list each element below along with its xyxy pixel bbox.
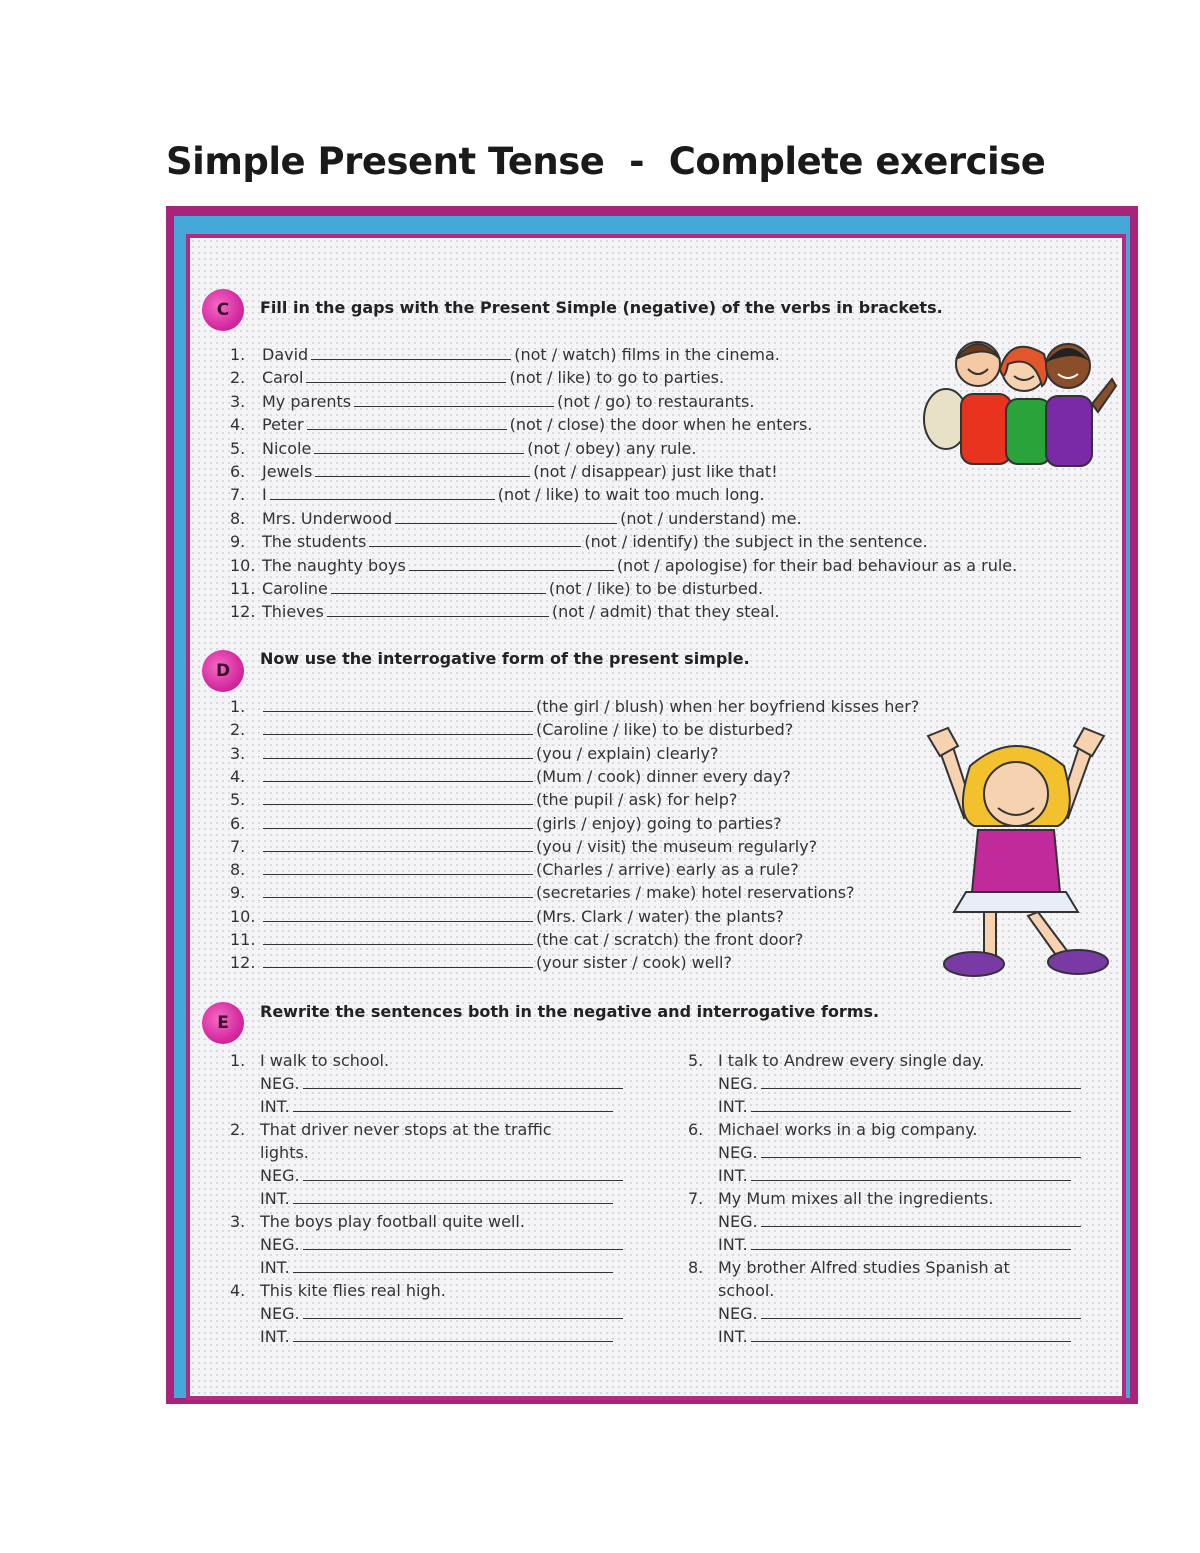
section-d-item bbox=[230, 906, 784, 928]
answer-blank[interactable] bbox=[761, 1142, 1081, 1158]
item-number: 3. bbox=[230, 743, 246, 763]
item-body bbox=[260, 907, 784, 926]
answer-blank[interactable] bbox=[263, 696, 533, 712]
item-body bbox=[262, 368, 724, 387]
answer-blank[interactable] bbox=[761, 1073, 1081, 1089]
item-prompt: (Mrs. Clark / water) the plants? bbox=[536, 906, 784, 926]
int-row bbox=[718, 1165, 1074, 1187]
answer-blank[interactable] bbox=[331, 578, 546, 594]
answer-blank[interactable] bbox=[293, 1257, 613, 1273]
int-label: INT. bbox=[260, 1097, 290, 1116]
item-number: 3. bbox=[230, 1212, 246, 1231]
section-d-item bbox=[230, 929, 803, 951]
item-prompt: (Mum / cook) dinner every day? bbox=[536, 766, 791, 786]
item-prompt: (the girl / blush) when her boyfriend kisses her? bbox=[536, 697, 920, 716]
item-number: 2. bbox=[230, 1120, 246, 1139]
item-number: 10. bbox=[230, 555, 256, 575]
item-number: 9. bbox=[230, 532, 246, 552]
item-body bbox=[262, 556, 1017, 575]
int-row bbox=[718, 1096, 1074, 1118]
item-prompt: (not / admit) that they steal. bbox=[551, 602, 780, 622]
answer-blank[interactable] bbox=[263, 882, 533, 898]
item-number: 5. bbox=[688, 1051, 704, 1070]
answer-blank[interactable] bbox=[395, 508, 617, 524]
section-d-item bbox=[230, 882, 855, 904]
section-c-item bbox=[230, 414, 812, 436]
section-d-instruction: Now use the interrogative form of the present simple. bbox=[260, 649, 750, 668]
sentence-text: That driver never stops at the traffic bbox=[260, 1120, 552, 1139]
int-label: INT. bbox=[718, 1235, 748, 1254]
section-c-item bbox=[230, 531, 928, 553]
item-number: 3. bbox=[230, 391, 246, 411]
answer-blank[interactable] bbox=[761, 1303, 1081, 1319]
neg-row bbox=[718, 1211, 1084, 1233]
item-number: 4. bbox=[230, 415, 246, 435]
sentence-text: The boys play football quite well. bbox=[260, 1212, 525, 1231]
item-number: 11. bbox=[230, 930, 256, 949]
section-d-item bbox=[230, 859, 799, 881]
answer-blank[interactable] bbox=[307, 414, 507, 430]
answer-blank[interactable] bbox=[303, 1303, 623, 1319]
answer-blank[interactable] bbox=[315, 461, 530, 477]
item-body bbox=[262, 602, 780, 621]
neg-label: NEG. bbox=[718, 1074, 758, 1093]
item-number: 9. bbox=[230, 883, 246, 903]
int-label: INT. bbox=[718, 1166, 748, 1185]
answer-blank[interactable] bbox=[751, 1234, 1071, 1250]
kids-group-illustration bbox=[916, 324, 1122, 474]
answer-blank[interactable] bbox=[751, 1326, 1071, 1342]
section-c-item bbox=[230, 438, 696, 460]
item-body bbox=[262, 485, 765, 504]
answer-blank[interactable] bbox=[263, 719, 533, 735]
section-e-instruction: Rewrite the sentences both in the negative and interrogative forms. bbox=[260, 1002, 880, 1021]
section-d-item bbox=[230, 719, 793, 741]
item-body bbox=[260, 767, 791, 786]
item-subject: Peter bbox=[262, 415, 304, 435]
item-body bbox=[262, 509, 802, 528]
item-number: 6. bbox=[230, 813, 246, 833]
answer-blank[interactable] bbox=[369, 531, 581, 547]
item-subject: Carol bbox=[262, 368, 304, 388]
int-label: INT. bbox=[260, 1258, 290, 1277]
item-prompt: (the cat / scratch) the front door? bbox=[536, 930, 804, 949]
item-prompt: (not / close) the door when he enters. bbox=[509, 415, 813, 435]
item-number: 6. bbox=[688, 1120, 704, 1139]
answer-blank[interactable] bbox=[293, 1096, 613, 1112]
neg-row bbox=[260, 1234, 626, 1256]
answer-blank[interactable] bbox=[263, 766, 533, 782]
int-label: INT. bbox=[718, 1097, 748, 1116]
section-c-item bbox=[230, 391, 754, 413]
answer-blank[interactable] bbox=[761, 1211, 1081, 1227]
section-d-item bbox=[230, 743, 718, 765]
item-subject: Caroline bbox=[262, 579, 328, 598]
item-body bbox=[260, 814, 782, 833]
item-number: 7. bbox=[230, 485, 246, 505]
item-subject: David bbox=[262, 345, 309, 364]
item-subject: The students bbox=[262, 532, 367, 552]
answer-blank[interactable] bbox=[314, 438, 524, 454]
item-number: 5. bbox=[230, 438, 246, 458]
item-number: 4. bbox=[230, 766, 246, 786]
item-body bbox=[262, 415, 812, 434]
answer-blank[interactable] bbox=[263, 952, 533, 968]
int-label: INT. bbox=[260, 1189, 290, 1208]
item-subject: Mrs. Underwood bbox=[262, 508, 393, 528]
sentence-text: school. bbox=[718, 1281, 775, 1300]
int-row bbox=[260, 1188, 616, 1210]
item-prompt: (you / visit) the museum regularly? bbox=[536, 836, 818, 856]
answer-blank[interactable] bbox=[293, 1188, 613, 1204]
item-prompt: (girls / enjoy) going to parties? bbox=[536, 813, 782, 833]
section-d-item bbox=[230, 952, 732, 974]
answer-blank[interactable] bbox=[306, 367, 506, 383]
document-title: Simple Present Tense - Complete exercise bbox=[166, 140, 1046, 183]
section-d-badge: D bbox=[202, 650, 244, 692]
sentence-text: Michael works in a big company. bbox=[718, 1120, 978, 1139]
item-prompt: (secretaries / make) hotel reservations? bbox=[536, 883, 855, 903]
item-prompt: (your sister / cook) well? bbox=[536, 953, 732, 973]
answer-blank[interactable] bbox=[263, 906, 533, 922]
answer-blank[interactable] bbox=[293, 1326, 613, 1342]
item-body bbox=[262, 462, 778, 481]
int-row bbox=[260, 1096, 616, 1118]
item-number: 5. bbox=[230, 790, 246, 810]
neg-row bbox=[718, 1073, 1084, 1095]
section-c-item bbox=[230, 555, 1017, 577]
item-number: 7. bbox=[688, 1189, 704, 1208]
item-prompt: (Charles / arrive) early as a rule? bbox=[536, 860, 799, 880]
neg-label: NEG. bbox=[260, 1304, 300, 1323]
section-d-item bbox=[230, 789, 737, 811]
item-subject: I bbox=[262, 485, 267, 505]
item-number: 6. bbox=[230, 462, 246, 481]
section-d-item bbox=[230, 766, 791, 788]
item-body bbox=[262, 392, 754, 411]
int-row bbox=[260, 1326, 616, 1348]
item-body bbox=[262, 345, 780, 364]
item-prompt: (not / like) to wait too much long. bbox=[497, 485, 765, 505]
section-e-badge: E bbox=[202, 1002, 244, 1044]
item-body bbox=[260, 790, 737, 809]
answer-blank[interactable] bbox=[303, 1165, 623, 1181]
item-number: 4. bbox=[230, 1281, 246, 1300]
item-body bbox=[260, 930, 803, 949]
item-number: 8. bbox=[688, 1258, 704, 1277]
item-number: 1. bbox=[230, 1051, 246, 1070]
answer-blank[interactable] bbox=[751, 1165, 1071, 1181]
item-number: 7. bbox=[230, 836, 246, 856]
item-body bbox=[260, 697, 919, 716]
int-row bbox=[718, 1326, 1074, 1348]
section-c-item bbox=[230, 367, 724, 389]
item-body bbox=[260, 860, 799, 879]
int-label: INT. bbox=[718, 1327, 748, 1346]
section-c-badge: C bbox=[202, 289, 244, 331]
item-subject: Thieves bbox=[262, 602, 324, 622]
item-number: 2. bbox=[230, 720, 246, 740]
answer-blank[interactable] bbox=[751, 1096, 1071, 1112]
item-prompt: (the pupil / ask) for help? bbox=[536, 790, 738, 810]
item-prompt: (not / like) to go to parties. bbox=[509, 368, 725, 388]
item-subject: Nicole bbox=[262, 438, 312, 458]
item-number: 12. bbox=[230, 953, 256, 973]
neg-label: NEG. bbox=[260, 1166, 300, 1185]
neg-label: NEG. bbox=[260, 1074, 300, 1093]
item-subject: My parents bbox=[262, 391, 352, 411]
answer-blank[interactable] bbox=[270, 484, 495, 500]
neg-row bbox=[260, 1165, 626, 1187]
item-prompt: (not / obey) any rule. bbox=[527, 438, 697, 458]
worksheet-paper bbox=[186, 234, 1126, 1400]
section-d-item bbox=[230, 696, 919, 718]
int-row bbox=[260, 1257, 616, 1279]
item-number: 1. bbox=[230, 697, 246, 716]
item-body bbox=[260, 953, 732, 972]
answer-blank[interactable] bbox=[263, 859, 533, 875]
item-prompt: (not / identify) the subject in the sentence. bbox=[584, 532, 928, 552]
item-prompt: (not / understand) me. bbox=[620, 508, 802, 528]
answer-blank[interactable] bbox=[311, 344, 511, 360]
sentence-text: lights. bbox=[260, 1143, 309, 1162]
section-c-item bbox=[230, 578, 763, 600]
section-d-item bbox=[230, 813, 782, 835]
item-number: 8. bbox=[230, 860, 246, 880]
sentence-text: I talk to Andrew every single day. bbox=[718, 1051, 985, 1070]
answer-blank[interactable] bbox=[354, 391, 554, 407]
neg-row bbox=[718, 1142, 1084, 1164]
item-body bbox=[260, 720, 793, 739]
sentence-text: My Mum mixes all the ingredients. bbox=[718, 1189, 994, 1208]
item-subject: The naughty boys bbox=[262, 555, 406, 575]
item-subject: Jewels bbox=[262, 462, 313, 481]
girl-illustration bbox=[918, 726, 1114, 982]
answer-blank[interactable] bbox=[409, 555, 614, 571]
item-prompt: (not / go) to restaurants. bbox=[557, 391, 755, 411]
answer-blank[interactable] bbox=[263, 813, 533, 829]
item-prompt: (not / watch) films in the cinema. bbox=[514, 345, 780, 364]
section-c-item bbox=[230, 508, 802, 530]
item-prompt: (not / disappear) just like that! bbox=[533, 462, 778, 481]
answer-blank[interactable] bbox=[327, 601, 549, 617]
neg-label: NEG. bbox=[718, 1304, 758, 1323]
item-prompt: (Caroline / like) to be disturbed? bbox=[536, 720, 794, 740]
item-body bbox=[262, 579, 763, 598]
item-body bbox=[260, 744, 718, 763]
section-c-instruction: Fill in the gaps with the Present Simple (negative) of the verbs in brackets. bbox=[260, 298, 943, 317]
neg-label: NEG. bbox=[260, 1235, 300, 1254]
neg-label: NEG. bbox=[718, 1143, 758, 1162]
neg-label: NEG. bbox=[718, 1212, 758, 1231]
item-number: 10. bbox=[230, 906, 256, 926]
answer-blank[interactable] bbox=[263, 836, 533, 852]
neg-row bbox=[260, 1303, 626, 1325]
section-c-item bbox=[230, 601, 780, 623]
item-number: 8. bbox=[230, 508, 246, 528]
int-label: INT. bbox=[260, 1327, 290, 1346]
item-body bbox=[262, 439, 696, 458]
sentence-text: This kite flies real high. bbox=[260, 1281, 446, 1300]
item-number: 1. bbox=[230, 345, 246, 364]
item-prompt: (not / like) to be disturbed. bbox=[548, 579, 764, 598]
section-c-item bbox=[230, 484, 765, 506]
sentence-text: My brother Alfred studies Spanish at bbox=[718, 1258, 1010, 1277]
answer-blank[interactable] bbox=[303, 1073, 623, 1089]
answer-blank[interactable] bbox=[263, 789, 533, 805]
answer-blank[interactable] bbox=[303, 1234, 623, 1250]
answer-blank[interactable] bbox=[263, 929, 533, 945]
neg-row bbox=[260, 1073, 626, 1095]
neg-row bbox=[718, 1303, 1084, 1325]
sentence-text: I walk to school. bbox=[260, 1051, 390, 1070]
item-number: 2. bbox=[230, 368, 246, 388]
section-c-item bbox=[230, 344, 780, 366]
int-row bbox=[718, 1234, 1074, 1256]
item-prompt: (you / explain) clearly? bbox=[536, 743, 719, 763]
item-body bbox=[260, 883, 855, 902]
section-c-item bbox=[230, 461, 778, 483]
item-number: 11. bbox=[230, 579, 256, 598]
section-d-item bbox=[230, 836, 817, 858]
item-prompt: (not / apologise) for their bad behaviour as a rule. bbox=[616, 555, 1018, 575]
item-body bbox=[260, 837, 817, 856]
item-body bbox=[262, 532, 928, 551]
answer-blank[interactable] bbox=[263, 743, 533, 759]
item-number: 12. bbox=[230, 602, 256, 622]
